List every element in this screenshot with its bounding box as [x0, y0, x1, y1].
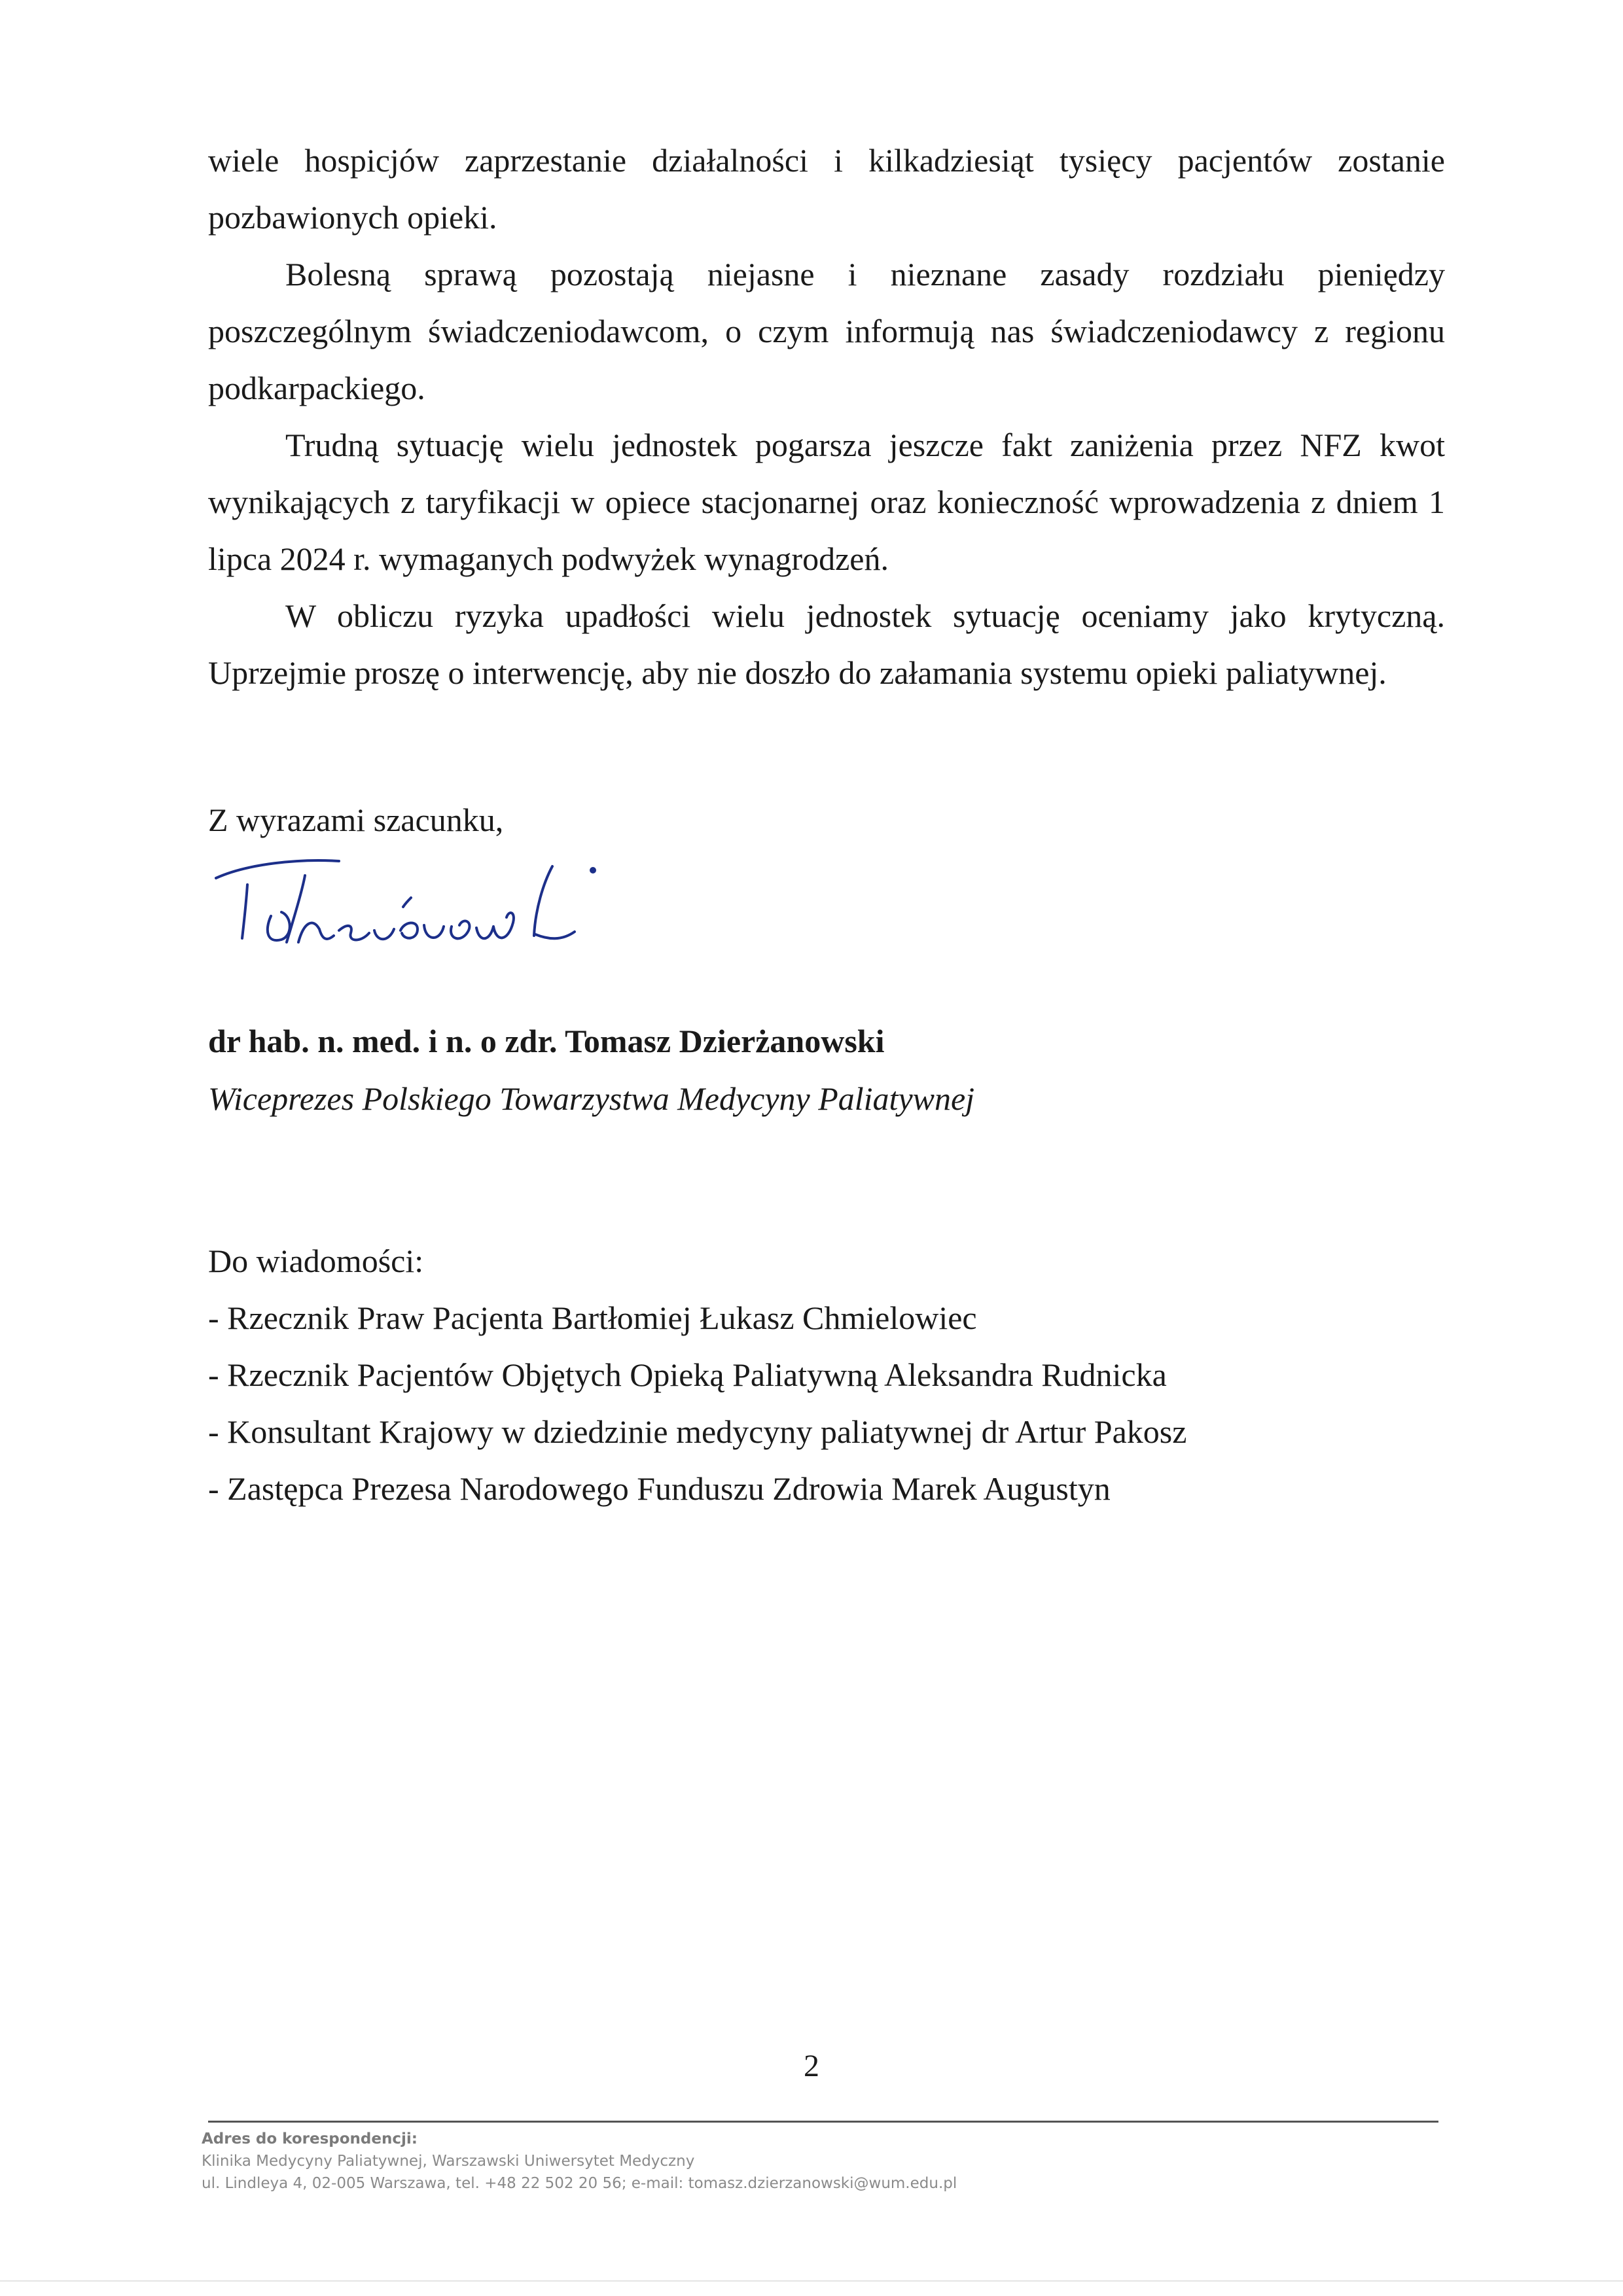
footer-label: Adres do korespondencji: — [202, 2130, 418, 2147]
signer-title: Wiceprezes Polskiego Towarzystwa Medycyny Paliatywnej — [208, 1080, 975, 1117]
letter-body — [208, 132, 1445, 701]
footer-institution: Klinika Medycyny Paliatywnej, Warszawski Uniwersytet Medyczny — [202, 2153, 695, 2170]
cc-list-item: - Konsultant Krajowy w dziedzinie medycyny paliatywnej dr Artur Pakosz — [208, 1413, 1187, 1450]
closing-phrase: Z wyrazami szacunku, — [208, 802, 504, 838]
cc-heading: Do wiadomości: — [208, 1243, 424, 1279]
scan-edge-line — [0, 2280, 1623, 2282]
cc-list-item: - Rzecznik Praw Pacjenta Bartłomiej Łukasz Chmielowiec — [208, 1299, 977, 1336]
cc-list-item: - Rzecznik Pacjentów Objętych Opieką Paliatywną Aleksandra Rudnicka — [208, 1356, 1167, 1393]
footer — [202, 2128, 957, 2195]
cc-section — [208, 1233, 1186, 1517]
body-paragraph: wiele hospicjów zaprzestanie działalności i kilkadziesiąt tysięcy pacjentów zostanie pozbawionych opieki. — [208, 142, 1445, 236]
signer-name: dr hab. n. med. i n. o zdr. Tomasz Dzierżanowski — [208, 1023, 885, 1059]
footer-contact: ul. Lindleya 4, 02-005 Warszawa, tel. +48 22 502 20 56; e-mail: tomasz.dzierzanowski@wum.edu.pl — [202, 2175, 957, 2192]
cc-list-item: - Zastępca Prezesa Narodowego Funduszu Zdrowia Marek Augustyn — [208, 1470, 1111, 1507]
body-paragraph: Trudną sytuację wielu jednostek pogarsza jeszcze fakt zaniżenia przez NFZ kwot wynikających z taryfikacji w opiece stacjonarnej oraz konieczność wprowadzenia z dniem 1 lipca 2024 r. wymaganych podwyżek wynagrodzeń. — [208, 427, 1445, 577]
body-paragraph: Bolesną sprawą pozostają niejasne i nieznane zasady rozdziału pieniędzy poszczególnym świadczeniodawcom, o czym informują nas świadczeniodawcy z regionu podkarpackiego. — [208, 256, 1445, 406]
body-paragraph: W obliczu ryzyka upadłości wielu jednostek sytuację oceniamy jako krytyczną. Uprzejmie proszę o interwencję, aby nie doszło do załamania systemu opieki paliatywnej. — [208, 597, 1445, 691]
footer-divider — [208, 2121, 1438, 2123]
handwritten-signature — [208, 844, 692, 975]
page-number: 2 — [804, 2049, 819, 2083]
